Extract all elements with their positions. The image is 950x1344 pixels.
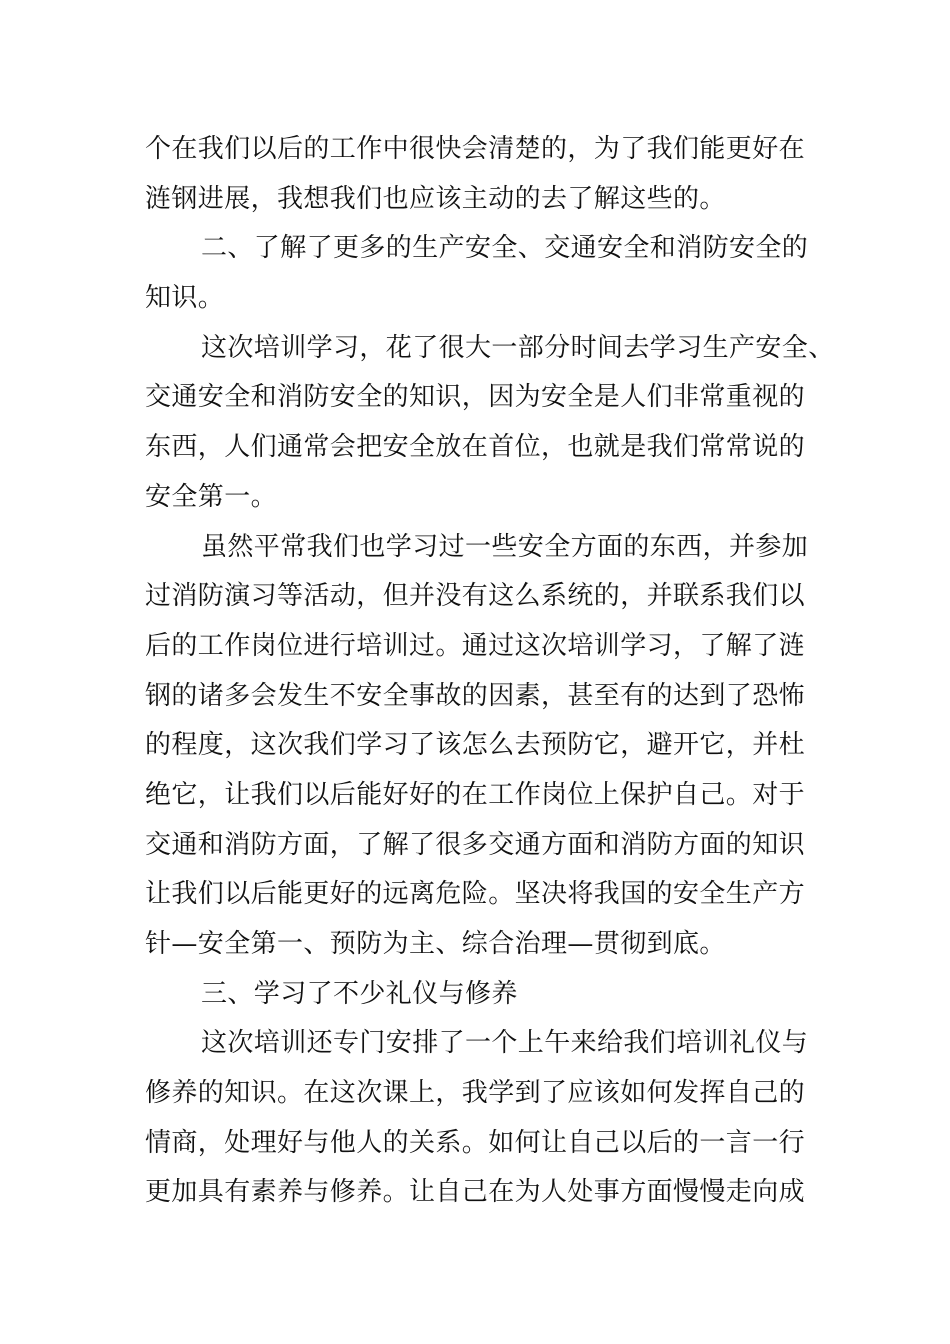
paragraph-start: 这次培训还专门安排了一个上午来给我们培训礼仪与 — [201, 1028, 809, 1059]
text-line: 过消防演习等活动，但并没有这么系统的，并联系我们以 — [145, 581, 806, 612]
text-line: 后的工作岗位进行培训过。通过这次培训学习，了解了涟 — [145, 630, 806, 661]
text-line: 绝它，让我们以后能好好的在工作岗位上保护自己。对于 — [145, 779, 806, 810]
paragraph-start: 虽然平常我们也学习过一些安全方面的东西，并参加 — [201, 531, 809, 562]
section-heading: 三、学习了不少礼仪与修养 — [201, 978, 518, 1009]
text-line: 安全第一。 — [145, 481, 278, 512]
text-line: 个在我们以后的工作中很快会清楚的，为了我们能更好在 — [145, 134, 806, 164]
text-line: 东西，人们通常会把安全放在首位，也就是我们常常说的 — [145, 432, 806, 463]
text-line: 交通安全和消防安全的知识，因为安全是人们非常重视的 — [145, 382, 806, 413]
text-line: 的程度，这次我们学习了该怎么去预防它，避开它，并杜 — [145, 730, 806, 761]
text-line: 涟钢进展，我想我们也应该主动的去了解这些的。 — [145, 183, 726, 214]
text-line: 钢的诸多会发生不安全事故的因素，甚至有的达到了恐怖 — [145, 680, 806, 711]
paragraph-start: 这次培训学习，花了很大一部分时间去学习生产安全、 — [201, 332, 835, 363]
text-line: 交通和消防方面，了解了很多交通方面和消防方面的知识 — [145, 829, 806, 860]
document-body — [145, 125, 835, 1218]
text-line: 情商，处理好与他人的关系。如何让自己以后的一言一行 — [145, 1127, 806, 1158]
text-line: 修养的知识。在这次课上，我学到了应该如何发挥自己的 — [145, 1078, 806, 1109]
text-line: 知识。 — [145, 283, 225, 314]
text-line: 让我们以后能更好的远离危险。坚决将我国的安全生产方 — [145, 879, 806, 910]
text-line: 针—安全第一、预防为主、综合治理—贯彻到底。 — [145, 929, 726, 959]
section-heading: 二、了解了更多的生产安全、交通安全和消防安全的 — [201, 233, 809, 264]
text-line: 更加具有素养与修养。让自己在为人处事方面慢慢走向成 — [145, 1177, 806, 1208]
